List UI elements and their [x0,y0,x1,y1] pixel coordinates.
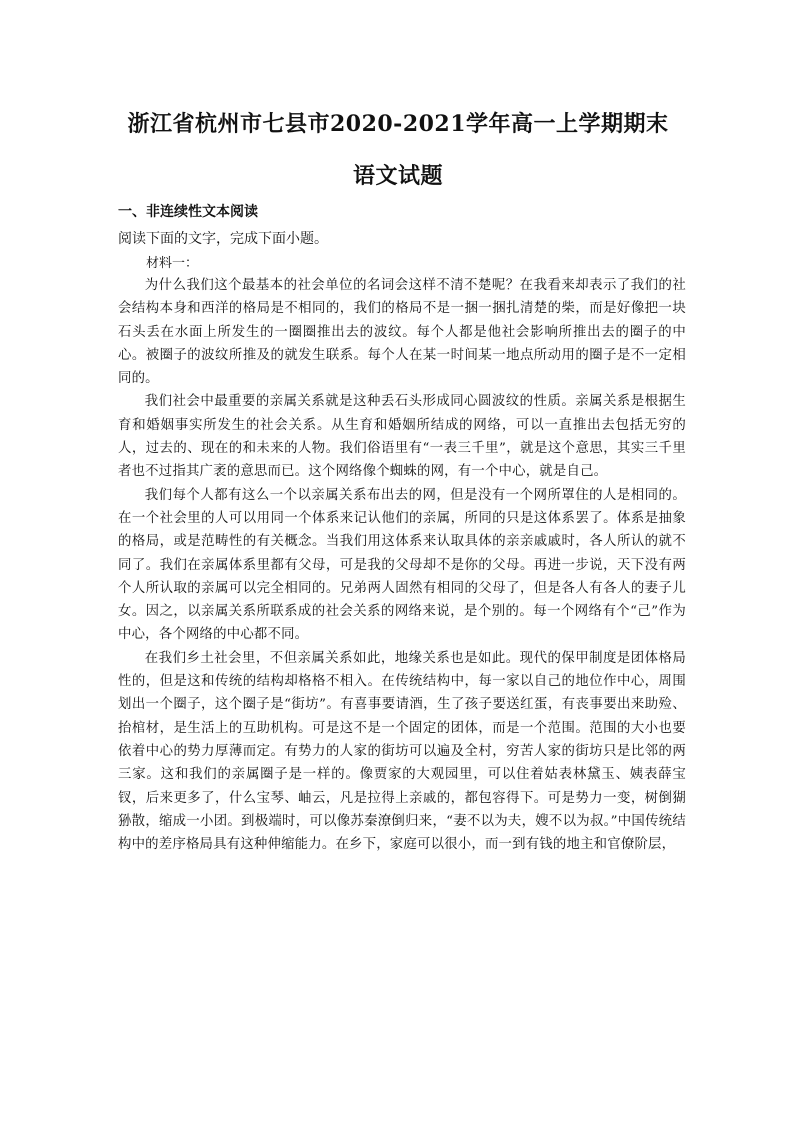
reading-instruction: 阅读下面的文字，完成下面小题。 [118,231,328,247]
material-label: 材料一： [146,256,199,271]
paragraph-1: 为什么我们这个最基本的社会单位的名词会这样不清不楚呢？在我看来却表示了我们的社会结构本身和西洋的格局是不相同的，我们的格局不是一捆一捆扎清楚的柴，而是好像把一块石头丢在水面上所发生的一圈圈推出去的波纹。每个人都是他社会影响所推出去的圈子的中心。被圈子的波纹所推及的就发生联系。每个人在某一时间某一地点所动用的圈子是不一定相同的。 [118,278,686,387]
paragraph-4: 在我们乡土社会里，不但亲属关系如此，地缘关系也是如此。现代的保甲制度是团体格局性的，但是这和传统的结构却格格不相入。在传统结构中，每一家以自己的地位作中心，周围划出一个圈子，这个圈子是“街坊”。有喜事要请酒，生了孩子要送红蛋，有丧事要出来助殓、抬棺材，是生活上的互助机构。可是这不是一个固定的团体，而是一个范围。范围的大小也要依着中心的势力厚薄而定。有势力的人家的街坊可以遍及全村，穷苦人家的街坊只是比邻的两三家。这和我们的亲属圈子是一样的。像贾家的大观园里，可以住着姑表林黛玉、姨表薛宝钗，后来更多了，什么宝琴、岫云，凡是拉得上亲戚的，都包容得下。可是势力一变，树倒猢狲散，缩成一小团。到极端时，可以像苏秦潦倒归来，“妻不以为夫，嫂不以为叔。”中国传统结构中的差序格局具有这种伸缩能力。在乡下，家庭可以很小，而一到有钱的地主和官僚阶层， [118,650,686,853]
article-body [118,274,686,856]
paragraph-2: 我们社会中最重要的亲属关系就是这种丢石头形成同心圆波纹的性质。亲属关系是根据生育和婚姻事实所发生的社会关系。从生育和婚姻所结成的网络，可以一直推出去包括无穷的人，过去的、现在的和未来的人物。我们俗语里有“一表三千里”，就是这个意思，其实三千里者也不过指其广袤的意思而已。这个网络像个蜘蛛的网，有一个中心，就是自己。 [118,394,686,480]
page-title: 浙江省杭州市七县市2020-2021学年高一上学期期末语文试题 [127,111,669,189]
paragraph-3: 我们每个人都有这么一个以亲属关系布出去的网，但是没有一个网所罩住的人是相同的。在一个社会里的人可以用同一个体系来记认他们的亲属，所同的只是这体系罢了。体系是抽象的格局，或是范畴性的有关概念。当我们用这体系来认取具体的亲亲戚戚时，各人所认的就不同了。我们在亲属体系里都有父母，可是我的父母却不是你的父母。再进一步说，天下没有两个人所认取的亲属可以完全相同的。兄弟两人固然有相同的父母了，但是各人有各人的妻子儿女。因之，以亲属关系所联系成的社会关系的网络来说，是个别的。每一个网络有个“己”作为中心，各个网络的中心都不同。 [118,487,686,643]
section-heading: 一、非连续性文本阅读 [118,204,258,220]
